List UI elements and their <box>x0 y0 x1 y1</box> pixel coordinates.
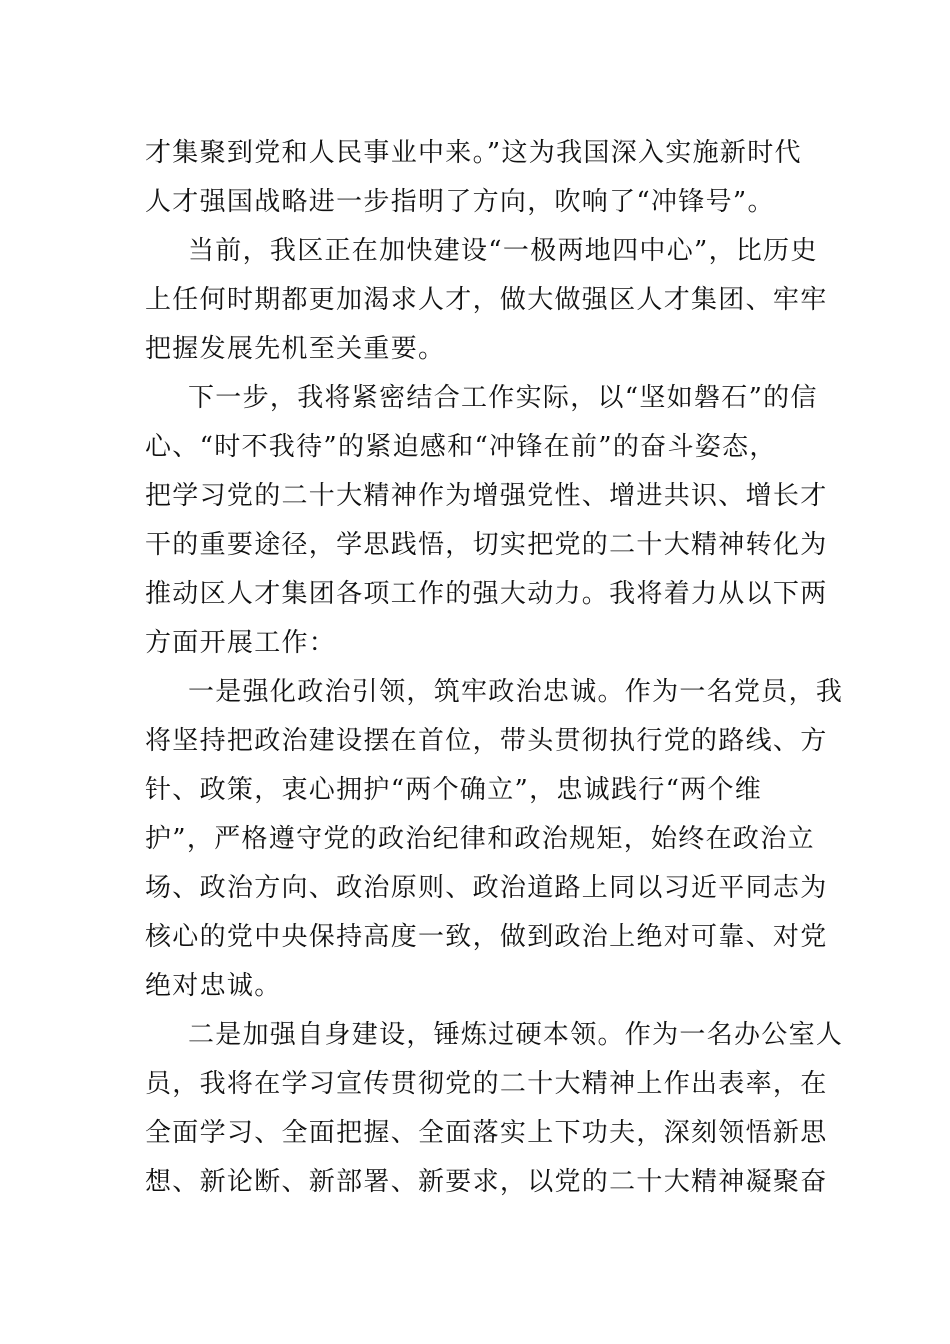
text-line: 才集聚到党和人民事业中来。”这为我国深入实施新时代 <box>145 138 802 168</box>
text-line: 护”，严格遵守党的政治纪律和政治规矩，始终在政治立 <box>145 824 815 854</box>
text-line: 场、政治方向、政治原则、政治道路上同以习近平同志为 <box>145 873 828 903</box>
text-line: 人才强国战略进一步指明了方向，吹响了“冲锋号”。 <box>145 187 775 217</box>
text-line: 干的重要途径，学思践悟，切实把党的二十大精神转化为 <box>145 530 828 560</box>
text-line: 核心的党中央保持高度一致，做到政治上绝对可靠、对党 <box>145 922 828 952</box>
paragraph-start-line: 二是加强自身建设，锤炼过硬本领。作为一名办公室人 <box>188 1020 844 1050</box>
text-line: 将坚持把政治建设摆在首位，带头贯彻执行党的路线、方 <box>145 726 828 756</box>
text-line: 绝对忠诚。 <box>145 971 282 1001</box>
text-line: 全面学习、全面把握、全面落实上下功夫，深刻领悟新思 <box>145 1118 828 1148</box>
text-line: 心、“时不我待”的紧迫感和“冲锋在前”的奋斗姿态， <box>145 432 777 462</box>
text-line: 方面开展工作： <box>145 628 337 658</box>
text-line: 把握发展先机至关重要。 <box>145 334 446 364</box>
paragraph-start-line: 一是强化政治引领，筑牢政治忠诚。作为一名党员，我 <box>188 677 844 707</box>
text-line: 针、政策，衷心拥护“两个确立”，忠诚践行“两个维 <box>145 775 763 805</box>
paragraph-start-line: 当前，我区正在加快建设“一极两地四中心”，比历史 <box>188 236 818 266</box>
paragraph-start-line: 下一步，我将紧密结合工作实际，以“坚如磐石”的信 <box>188 383 818 413</box>
text-line: 想、新论断、新部署、新要求，以党的二十大精神凝聚奋 <box>145 1167 828 1197</box>
text-line: 把学习党的二十大精神作为增强党性、增进共识、增长才 <box>145 481 828 511</box>
text-line: 员，我将在学习宣传贯彻党的二十大精神上作出表率，在 <box>145 1069 828 1099</box>
text-line: 推动区人才集团各项工作的强大动力。我将着力从以下两 <box>145 579 828 609</box>
text-line: 上任何时期都更加渴求人才，做大做强区人才集团、牢牢 <box>145 285 828 315</box>
